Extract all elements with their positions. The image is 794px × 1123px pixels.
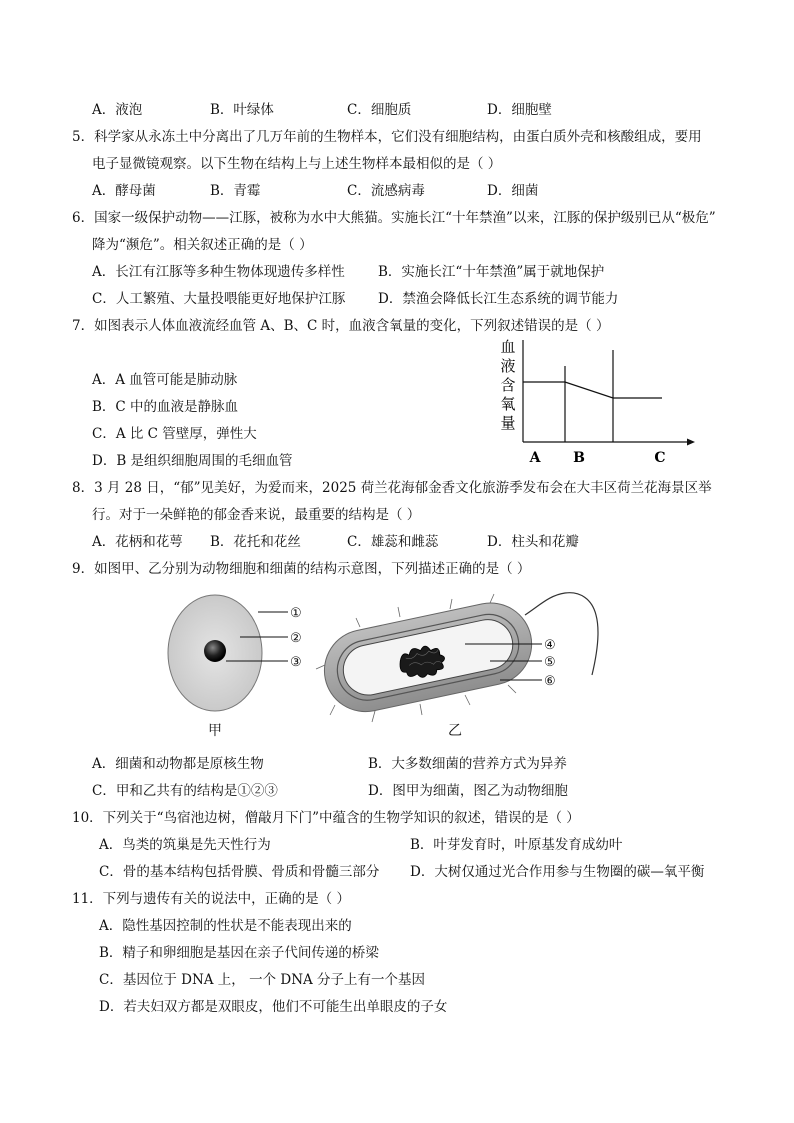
q7-oxygen-line: [523, 382, 662, 398]
animal-cell-nucleus: [204, 640, 226, 662]
q9-option-d: D．图甲为细菌，图乙为动物细胞: [368, 783, 568, 799]
q5-stem-line1: 5．科学家从永冻土中分离出了几万年前的生物样本，它们没有细胞结构，由蛋白质外壳和核酸组成，要用: [72, 129, 702, 145]
q9-stem: 9．如图甲、乙分别为动物细胞和细菌的结构示意图，下列描述正确的是（ ）: [72, 561, 531, 577]
q5-option-b: B．青霉: [210, 183, 261, 199]
q7-option-a: A．A 血管可能是肺动脉: [92, 372, 238, 388]
fig-label-jia: 甲: [208, 723, 222, 739]
q7-option-b: B．C 中的血液是静脉血: [92, 399, 239, 415]
q7-x-tick-labels: [529, 450, 666, 466]
q6-option-d: D．禁渔会降低长江生态系统的调节能力: [378, 291, 619, 307]
q5-option-c: C．流感病毒: [347, 183, 425, 199]
q11-stem: 11．下列与遗传有关的说法中，正确的是（ ）: [72, 891, 350, 907]
q6-option-c: C．人工繁殖、大量投喂能更好地保护江豚: [92, 291, 346, 307]
q7-x-tick-c: C: [654, 450, 666, 466]
q4-option-c: C．细胞质: [347, 102, 412, 118]
q7-option-c: C．A 比 C 管壁厚，弹性大: [92, 426, 257, 442]
q5-option-d: D．细菌: [487, 183, 539, 199]
marker-3: ③: [290, 655, 302, 670]
q6-option-b: B．实施长江“十年禁渔”属于就地保护: [378, 264, 605, 280]
q7-ylabel-char: 量: [500, 414, 516, 432]
q6-stem-line1: 6．国家一级保护动物——江豚，被称为水中大熊猫。实施长江“十年禁渔”以来，江豚的保护级别已从“极危”: [72, 210, 716, 226]
q8-option-a: A．花柄和花萼: [92, 534, 183, 550]
q8-option-c: C．雄蕊和雌蕊: [347, 534, 439, 550]
q7-x-tick-a: A: [529, 450, 541, 466]
q9-option-b: B．大多数细菌的营养方式为异养: [368, 756, 567, 772]
q4-option-a: A．液泡: [92, 102, 143, 118]
q7-ylabel: [500, 338, 515, 432]
q7-ylabel-char: 液: [500, 357, 516, 375]
marker-2: ②: [290, 631, 302, 646]
q8-stem-line2: 行。对于一朵鲜艳的郁金香来说，最重要的结构是（ ）: [92, 507, 421, 523]
q6-option-a: A．长江有江豚等多种生物体现遗传多样性: [92, 264, 345, 280]
q7-x-axis-arrow: [687, 439, 695, 446]
q7-x-tick-b: B: [573, 450, 585, 466]
fig-label-yi: 乙: [448, 723, 462, 739]
q6-stem-line2: 降为“濒危”。相关叙述正确的是（ ）: [92, 237, 313, 253]
marker-1: ①: [290, 606, 302, 621]
q10-option-c: C．骨的基本结构包括骨膜、骨质和骨髓三部分: [99, 864, 380, 880]
q4-option-d: D．细胞壁: [487, 102, 552, 118]
q5-option-a: A．酵母菌: [92, 183, 156, 199]
q9-option-a: A．细菌和动物都是原核生物: [92, 756, 264, 772]
q11-option-b: B．精子和卵细胞是基因在亲子代间传递的桥梁: [99, 945, 379, 961]
marker-4: ④: [544, 638, 556, 653]
marker-5: ⑤: [544, 655, 556, 670]
q9-option-c: C．甲和乙共有的结构是①②③: [92, 783, 278, 799]
q11-option-a: A．隐性基因控制的性状是不能表现出来的: [99, 918, 352, 934]
q10-option-a: A．鸟类的筑巢是先天性行为: [99, 837, 271, 853]
q10-stem: 10．下列关于“鸟宿池边树，僧敲月下门”中蕴含的生物学知识的叙述，错误的是（ ）: [72, 810, 580, 826]
q4-option-b: B．叶绿体: [210, 102, 274, 118]
q7-ylabel-char: 血: [500, 338, 516, 356]
q7-oxygen-chart: [490, 334, 705, 474]
q8-option-d: D．柱头和花瓣: [487, 534, 579, 550]
marker-6: ⑥: [544, 674, 556, 689]
q9-cell-figure: [160, 585, 610, 745]
q7-ylabel-char: 氧: [500, 395, 516, 413]
q8-stem-line1: 8．3 月 28 日，“郁”见美好，为爱而来，2025 荷兰花海郁金香文化旅游季发布会在大丰区荷兰花海景区举: [72, 480, 712, 496]
q11-option-c: C．基因位于 DNA 上， 一个 DNA 分子上有一个基因: [99, 972, 426, 988]
q5-stem-line2: 电子显微镜观察。以下生物在结构上与上述生物样本最相似的是（ ）: [92, 156, 502, 172]
bacterium-flagellum: [525, 593, 598, 675]
q10-option-d: D．大树仅通过光合作用参与生物圈的碳—氧平衡: [410, 864, 705, 880]
q7-stem: 7．如图表示人体血液流经血管 A、B、C 时，血液含氧量的变化，下列叙述错误的是（ ）: [72, 318, 610, 334]
q7-ylabel-char: 含: [500, 376, 516, 394]
q8-option-b: B．花托和花丝: [210, 534, 301, 550]
q11-option-d: D．若夫妇双方都是双眼皮，他们不可能生出单眼皮的子女: [99, 999, 448, 1015]
q7-option-d: D．B 是组织细胞周围的毛细血管: [92, 453, 293, 469]
q10-option-b: B．叶芽发育时，叶原基发育成幼叶: [410, 837, 623, 853]
